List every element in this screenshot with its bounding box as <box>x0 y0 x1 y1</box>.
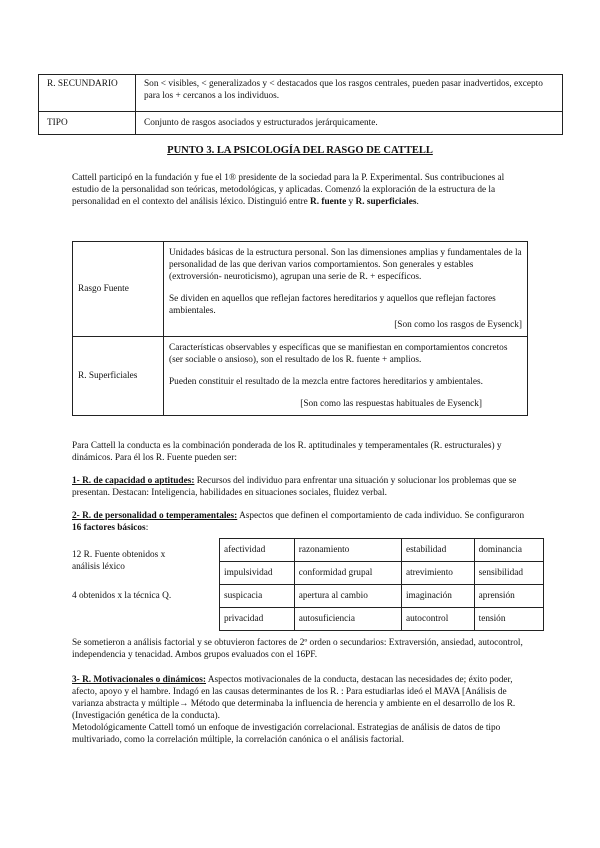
section-title: PUNTO 3. LA PSICOLOGÍA DEL RASGO DE CATTELL <box>167 145 433 156</box>
factors-lexical-note: 12 R. Fuente obtenidos x análisis léxico <box>72 550 166 572</box>
table-row <box>39 75 563 112</box>
rasgo-superficial-cell <box>164 337 528 416</box>
item-personalidad-text: Aspectos que definen el comportamiento de cada individuo. Se configuraron <box>237 511 525 521</box>
table-row <box>220 608 544 631</box>
rasgo-superficial-label: R. Superficiales <box>73 337 164 416</box>
rasgo-superficial-origin: Pueden constituir el resultado de la mezcla entre factores hereditarios y ambientales. <box>169 377 483 387</box>
source-surface-traits-table <box>72 241 528 416</box>
table-row <box>220 539 544 562</box>
item-capacidad-text: Recursos del individuo para enfrentar una situación y solucionar los problemas que se presentan. Destacan: Inteligencia, habilidades en situaciones sociales, fluidez verbal. <box>72 476 517 498</box>
factor-cell: razonamiento <box>294 539 401 562</box>
intro-bold-fuente: R. fuente <box>310 197 347 207</box>
item-capacidad-heading: 1- R. de capacidad o aptitudes: <box>72 476 195 486</box>
table-row <box>220 585 544 608</box>
factor-cell: conformidad grupal <box>294 562 401 585</box>
factor-cell: atrevimiento <box>401 562 474 585</box>
conduct-paragraph: Para Cattell la conducta es la combinación ponderada de los R. aptitudinales y temperamentales (R. estructurales) y dinámicos. Para él los R. Fuente pueden ser: <box>72 441 502 463</box>
row-label: TIPO <box>39 112 136 135</box>
item-motivacionales-heading: 3- R. Motivacionales o dinámicos: <box>72 675 207 685</box>
factor-cell: estabilidad <box>401 539 474 562</box>
factors-q-note: 4 obtenidos x la técnica Q. <box>72 591 172 601</box>
table-row <box>73 242 528 337</box>
item-personalidad-bold: 16 factores básicos <box>72 523 146 533</box>
factor-cell: suspicacia <box>220 585 295 608</box>
factor-cell: aprensión <box>474 585 543 608</box>
rasgo-fuente-desc: Unidades básicas de la estructura personal. Son las dimensiones amplias y fundamentales de la personalidad de las que derivan varios comportamientos. Son generales y estables (extroversión- neuroticismo), agrupan una serie de R. + específicos. <box>169 248 522 282</box>
item-personalidad-heading: 2- R. de personalidad o temperamentales: <box>72 511 238 521</box>
row-text: Conjunto de rasgos asociados y estructurados jerárquicamente. <box>136 112 563 135</box>
rasgo-fuente-cell <box>164 242 528 337</box>
item-motivacionales <box>72 674 532 746</box>
rasgo-fuente-note: [Son como los rasgos de Eysenck] <box>394 320 522 330</box>
sixteen-factors-table <box>219 538 544 631</box>
item-personalidad-end: : <box>145 523 149 533</box>
factor-analysis-paragraph: Se sometieron a análisis factorial y se obtuvieron factores de 2º orden o secundarios: Extraversión, ansiedad, autocontrol, independencia y tenacidad. Ambos grupos evaluados con el 16PF. <box>72 638 523 660</box>
method-paragraph: Metodológicamente Cattell tomó un enfoque de investigación correlacional. Estrategias de análisis de datos de tipo multivariado, como la correlación múltiple, la correlación canónica o el análisis factorial. <box>72 723 501 745</box>
intro-bold-superficiales: R. superficiales <box>355 197 417 207</box>
rasgo-fuente-division: Se dividen en aquellos que reflejan factores hereditarios y aquellos que reflejan factores ambientales. <box>169 294 496 316</box>
item-personalidad <box>72 510 532 534</box>
factor-cell: sensibilidad <box>474 562 543 585</box>
rasgo-superficial-desc: Características observables y específicas que se manifiestan en comportamientos concretos (ser sociable o ansioso), son el resultado de los R. fuente + amplios. <box>169 343 508 365</box>
intro-paragraph <box>72 172 532 208</box>
row-text: Son < visibles, < generalizados y < destacados que los rasgos centrales, pueden pasar inadvertidos, excepto para los + cercanos a los individuos. <box>136 75 563 112</box>
table-row <box>73 337 528 416</box>
factor-cell: privacidad <box>220 608 295 631</box>
factor-cell: tensión <box>474 608 543 631</box>
item-motivacionales-text: Aspectos motivacionales de la conducta, destacan las necesidades de; éxito poder, afecto, apoyo y el hambre. Indagó en las causas determinantes de los R. : Para estudiarlas ideó el MAVA [Análisis de varianza abstracta y múltiple→ Método que determinaba la influencia de herencia y ambiente en el desarrollo de los R. (Investigación genética de la conducta). <box>72 675 516 721</box>
item-capacidad <box>72 475 532 499</box>
intro-text: Cattell participó en la fundación y fue el 1® presidente de la sociedad para la P. Experimental. Sus contribuciones al estudio de la personalidad son teóricas, metodológicas, y aplicadas. Comenzó la exploración de la estructura de la personalidad en el contexto del análisis léxico. Distinguió entre <box>72 173 505 207</box>
factor-cell: imaginación <box>401 585 474 608</box>
factor-cell: apertura al cambio <box>294 585 401 608</box>
row-label: R. SECUNDARIO <box>39 75 136 112</box>
trait-types-table <box>38 74 563 135</box>
rasgo-superficial-note: [Son como las respuestas habituales de Eysenck] <box>300 399 482 409</box>
factor-cell: afectividad <box>220 539 295 562</box>
factor-cell: dominancia <box>474 539 543 562</box>
factor-cell: impulsividad <box>220 562 295 585</box>
table-row <box>39 112 563 135</box>
table-row <box>220 562 544 585</box>
rasgo-fuente-label: Rasgo Fuente <box>73 242 164 337</box>
factor-cell: autocontrol <box>401 608 474 631</box>
factor-cell: autosuficiencia <box>294 608 401 631</box>
intro-and: y <box>346 197 356 207</box>
intro-end: . <box>416 197 419 207</box>
